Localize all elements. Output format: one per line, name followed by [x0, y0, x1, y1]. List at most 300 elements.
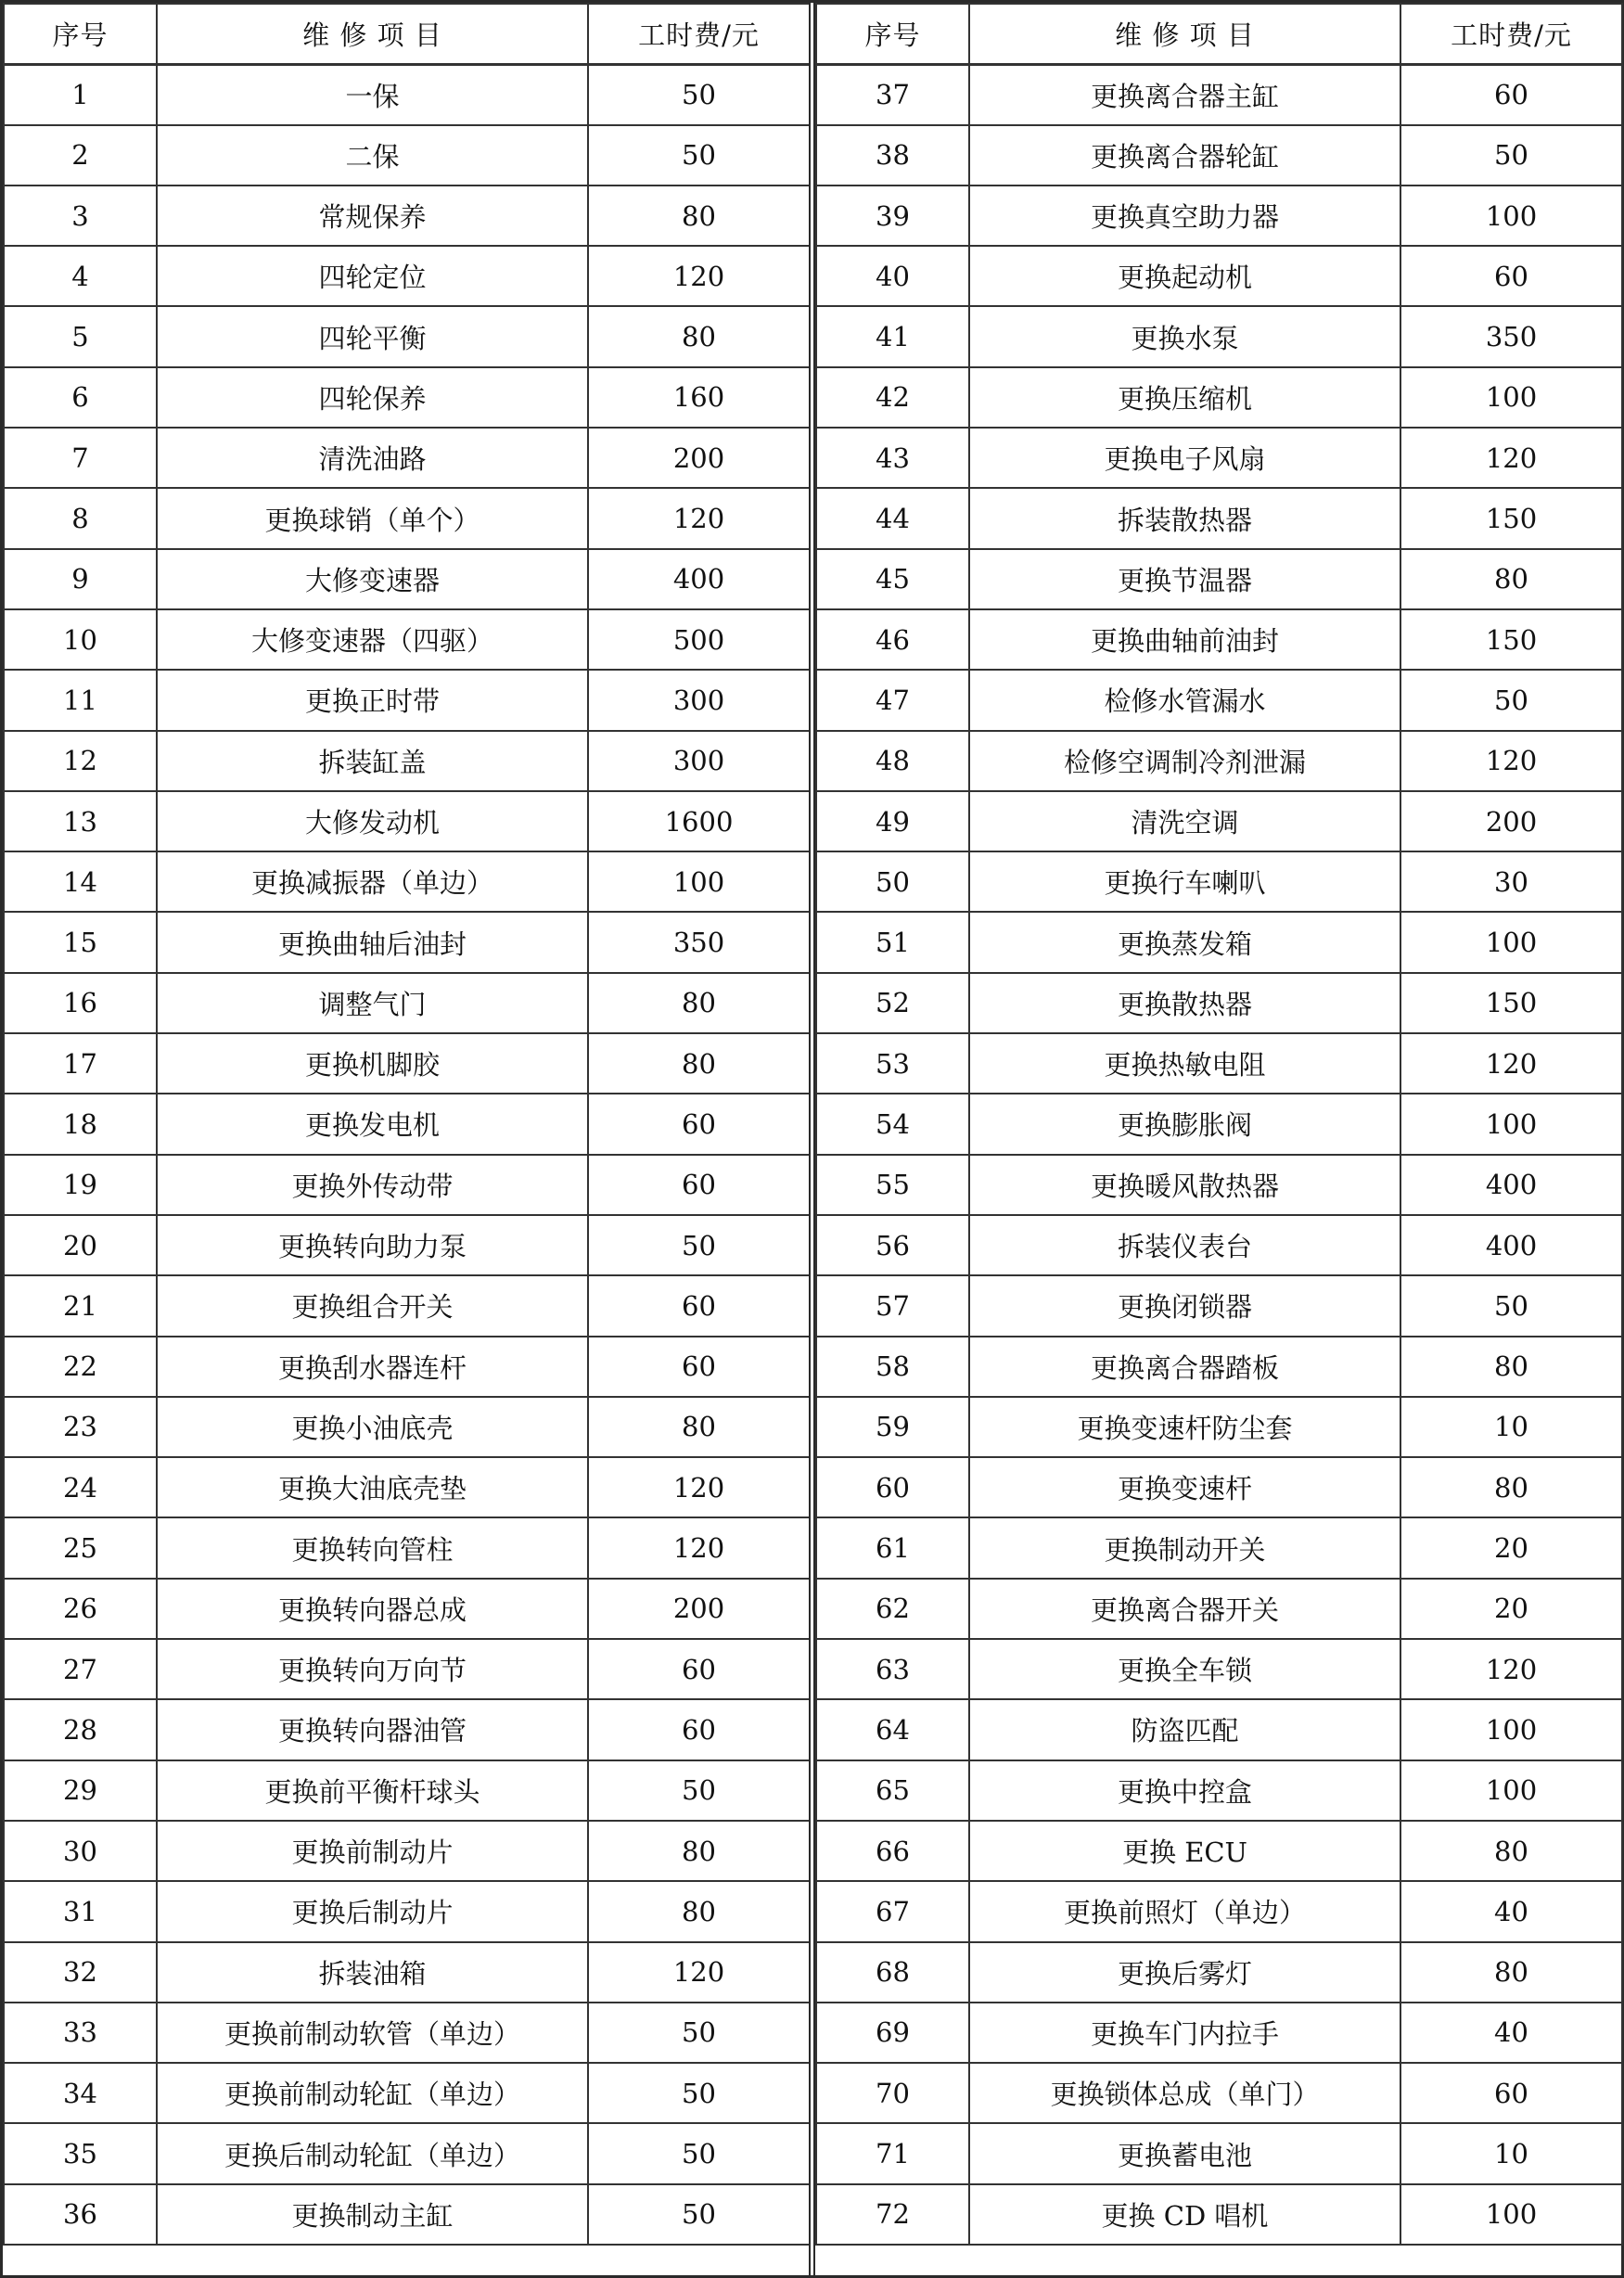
table-row — [4, 973, 810, 1033]
cell-seq: 38 — [816, 125, 969, 186]
cell-item: 更换球销（单个） — [157, 488, 588, 548]
cell-fee: 30 — [1400, 851, 1622, 912]
table-row — [4, 791, 810, 851]
cell-item: 调整气门 — [157, 973, 588, 1033]
cell-seq: 67 — [816, 1881, 969, 1941]
cell-fee: 120 — [588, 1517, 810, 1578]
cell-seq: 6 — [4, 367, 157, 428]
cell-seq: 58 — [816, 1337, 969, 1397]
cell-fee: 400 — [588, 549, 810, 609]
cell-fee: 80 — [588, 973, 810, 1033]
table-row — [816, 1942, 1622, 2003]
cell-seq: 23 — [4, 1397, 157, 1457]
cell-item: 更换蓄电池 — [969, 2123, 1400, 2183]
header-item: 维 修 项 目 — [157, 4, 588, 64]
table-row — [4, 2063, 810, 2123]
cell-fee: 150 — [1400, 609, 1622, 670]
cell-fee: 120 — [588, 246, 810, 306]
table-row — [816, 428, 1622, 488]
cell-seq: 71 — [816, 2123, 969, 2183]
table-row — [4, 1457, 810, 1517]
header-row — [4, 4, 810, 64]
cell-item: 更换膨胀阀 — [969, 1094, 1400, 1154]
cell-item: 更换前照灯（单边） — [969, 1881, 1400, 1941]
table-row — [4, 1397, 810, 1457]
cell-fee: 100 — [1400, 912, 1622, 972]
cell-item: 更换后雾灯 — [969, 1942, 1400, 2003]
cell-fee: 120 — [588, 1942, 810, 2003]
cell-fee: 120 — [588, 488, 810, 548]
cell-seq: 66 — [816, 1821, 969, 1881]
cell-fee: 150 — [1400, 973, 1622, 1033]
cell-seq: 32 — [4, 1942, 157, 2003]
cell-item: 更换曲轴后油封 — [157, 912, 588, 972]
cell-item: 检修空调制冷剂泄漏 — [969, 731, 1400, 791]
cell-seq: 14 — [4, 851, 157, 912]
cell-item: 更换大油底壳垫 — [157, 1457, 588, 1517]
header-fee: 工时费/元 — [588, 4, 810, 64]
cell-item: 拆装仪表台 — [969, 1215, 1400, 1275]
cell-item: 拆装缸盖 — [157, 731, 588, 791]
cell-item: 拆装油箱 — [157, 1942, 588, 2003]
cell-item: 更换离合器主缸 — [969, 64, 1400, 124]
table-row — [816, 1397, 1622, 1457]
cell-fee: 80 — [1400, 1821, 1622, 1881]
table-row — [816, 1579, 1622, 1639]
table-row — [816, 1639, 1622, 1699]
cell-seq: 43 — [816, 428, 969, 488]
cell-item: 更换全车锁 — [969, 1639, 1400, 1699]
cell-fee: 80 — [588, 306, 810, 366]
cell-item: 更换减振器（单边） — [157, 851, 588, 912]
cell-fee: 50 — [588, 2003, 810, 2063]
cell-fee: 80 — [588, 1821, 810, 1881]
cell-seq: 49 — [816, 791, 969, 851]
cell-fee: 10 — [1400, 2123, 1622, 2183]
cell-fee: 100 — [1400, 186, 1622, 246]
cell-seq: 29 — [4, 1760, 157, 1821]
cell-seq: 18 — [4, 1094, 157, 1154]
cell-fee: 80 — [1400, 1337, 1622, 1397]
header-row — [816, 4, 1622, 64]
cell-item: 更换机脚胶 — [157, 1033, 588, 1094]
table-row — [816, 549, 1622, 609]
cell-fee: 80 — [588, 1881, 810, 1941]
cell-seq: 2 — [4, 125, 157, 186]
cell-item: 二保 — [157, 125, 588, 186]
table-row — [816, 791, 1622, 851]
table-row — [4, 1275, 810, 1336]
cell-fee: 50 — [588, 2123, 810, 2183]
cell-fee: 60 — [588, 1337, 810, 1397]
table-row — [4, 1942, 810, 2003]
cell-item: 更换前制动片 — [157, 1821, 588, 1881]
cell-item: 更换水泵 — [969, 306, 1400, 366]
table-row — [4, 64, 810, 124]
cell-item: 一保 — [157, 64, 588, 124]
table-row — [4, 1337, 810, 1397]
cell-item: 更换组合开关 — [157, 1275, 588, 1336]
cell-seq: 11 — [4, 670, 157, 730]
table-row — [816, 1699, 1622, 1760]
cell-fee: 350 — [588, 912, 810, 972]
cell-seq: 56 — [816, 1215, 969, 1275]
cell-seq: 3 — [4, 186, 157, 246]
cell-seq: 33 — [4, 2003, 157, 2063]
cell-fee: 80 — [588, 186, 810, 246]
cell-item: 更换后制动片 — [157, 1881, 588, 1941]
cell-item: 更换正时带 — [157, 670, 588, 730]
table-row — [4, 306, 810, 366]
cell-seq: 40 — [816, 246, 969, 306]
cell-seq: 50 — [816, 851, 969, 912]
cell-seq: 24 — [4, 1457, 157, 1517]
cell-item: 大修变速器（四驱） — [157, 609, 588, 670]
cell-item: 更换转向助力泵 — [157, 1215, 588, 1275]
table-row — [816, 125, 1622, 186]
cell-fee: 60 — [1400, 64, 1622, 124]
cell-fee: 50 — [1400, 125, 1622, 186]
table-row — [816, 2123, 1622, 2183]
table-right-panel — [815, 3, 1621, 2246]
cell-seq: 34 — [4, 2063, 157, 2123]
cell-fee: 60 — [588, 1155, 810, 1215]
cell-seq: 31 — [4, 1881, 157, 1941]
cell-item: 大修发动机 — [157, 791, 588, 851]
cell-item: 四轮定位 — [157, 246, 588, 306]
table-row — [4, 851, 810, 912]
cell-fee: 60 — [588, 1275, 810, 1336]
cell-fee: 50 — [588, 2063, 810, 2123]
cell-item: 常规保养 — [157, 186, 588, 246]
table-row — [816, 186, 1622, 246]
cell-item: 更换小油底壳 — [157, 1397, 588, 1457]
cell-seq: 8 — [4, 488, 157, 548]
table-row — [4, 670, 810, 730]
table-row — [816, 912, 1622, 972]
cell-fee: 120 — [588, 1457, 810, 1517]
cell-seq: 21 — [4, 1275, 157, 1336]
cell-seq: 30 — [4, 1821, 157, 1881]
cell-fee: 100 — [1400, 367, 1622, 428]
cell-fee: 400 — [1400, 1155, 1622, 1215]
cell-fee: 50 — [588, 2184, 810, 2245]
header-seq: 序号 — [4, 4, 157, 64]
cell-seq: 28 — [4, 1699, 157, 1760]
cell-item: 更换暖风散热器 — [969, 1155, 1400, 1215]
table-row — [4, 1699, 810, 1760]
table-row — [816, 1155, 1622, 1215]
cell-fee: 100 — [1400, 1760, 1622, 1821]
cell-item: 更换外传动带 — [157, 1155, 588, 1215]
table-row — [816, 1094, 1622, 1154]
table-left-panel — [3, 3, 809, 2246]
table-row — [816, 1215, 1622, 1275]
cell-item: 更换离合器开关 — [969, 1579, 1400, 1639]
table-row — [4, 1760, 810, 1821]
table-row — [4, 609, 810, 670]
cell-seq: 41 — [816, 306, 969, 366]
cell-seq: 9 — [4, 549, 157, 609]
cell-seq: 35 — [4, 2123, 157, 2183]
table-row — [816, 1821, 1622, 1881]
table-row — [4, 428, 810, 488]
cell-seq: 27 — [4, 1639, 157, 1699]
cell-seq: 65 — [816, 1760, 969, 1821]
table-row — [816, 973, 1622, 1033]
cell-item: 更换前制动软管（单边） — [157, 2003, 588, 2063]
cell-seq: 64 — [816, 1699, 969, 1760]
table-row — [816, 731, 1622, 791]
cell-fee: 200 — [588, 1579, 810, 1639]
cell-fee: 50 — [1400, 670, 1622, 730]
cell-item: 更换刮水器连杆 — [157, 1337, 588, 1397]
cell-item: 更换前制动轮缸（单边） — [157, 2063, 588, 2123]
table-row — [816, 851, 1622, 912]
table-row — [816, 1033, 1622, 1094]
table-row — [816, 64, 1622, 124]
cell-item: 更换起动机 — [969, 246, 1400, 306]
table-row — [4, 2003, 810, 2063]
cell-seq: 13 — [4, 791, 157, 851]
header-seq: 序号 — [816, 4, 969, 64]
cell-fee: 80 — [588, 1033, 810, 1094]
cell-seq: 1 — [4, 64, 157, 124]
cell-seq: 20 — [4, 1215, 157, 1275]
table-row — [816, 1881, 1622, 1941]
cell-item: 更换压缩机 — [969, 367, 1400, 428]
cell-fee: 80 — [1400, 1457, 1622, 1517]
cell-seq: 72 — [816, 2184, 969, 2245]
cell-item: 大修变速器 — [157, 549, 588, 609]
cell-item: 更换行车喇叭 — [969, 851, 1400, 912]
table-row — [816, 2063, 1622, 2123]
cell-item: 拆装散热器 — [969, 488, 1400, 548]
table-row — [4, 912, 810, 972]
cell-seq: 63 — [816, 1639, 969, 1699]
table-row — [4, 2123, 810, 2183]
cell-item: 清洗空调 — [969, 791, 1400, 851]
cell-seq: 60 — [816, 1457, 969, 1517]
cell-seq: 26 — [4, 1579, 157, 1639]
cell-item: 更换闭锁器 — [969, 1275, 1400, 1336]
cell-fee: 120 — [1400, 1033, 1622, 1094]
cell-fee: 200 — [1400, 791, 1622, 851]
cell-fee: 400 — [1400, 1215, 1622, 1275]
cell-item: 更换变速杆 — [969, 1457, 1400, 1517]
header-fee: 工时费/元 — [1400, 4, 1622, 64]
cell-seq: 57 — [816, 1275, 969, 1336]
table-row — [816, 670, 1622, 730]
cell-item: 更换制动开关 — [969, 1517, 1400, 1578]
cell-fee: 60 — [588, 1094, 810, 1154]
cell-seq: 17 — [4, 1033, 157, 1094]
table-row — [4, 1094, 810, 1154]
cell-seq: 70 — [816, 2063, 969, 2123]
cell-item: 更换发电机 — [157, 1094, 588, 1154]
fee-table-left — [3, 3, 811, 2246]
cell-fee: 80 — [1400, 1942, 1622, 2003]
cell-item: 更换制动主缸 — [157, 2184, 588, 2245]
cell-item: 四轮平衡 — [157, 306, 588, 366]
cell-seq: 36 — [4, 2184, 157, 2245]
cell-fee: 60 — [588, 1699, 810, 1760]
table-row — [816, 488, 1622, 548]
table-row — [816, 609, 1622, 670]
cell-fee: 1600 — [588, 791, 810, 851]
table-row — [816, 1275, 1622, 1336]
cell-fee: 40 — [1400, 2003, 1622, 2063]
cell-item: 更换 CD 唱机 — [969, 2184, 1400, 2245]
table-row — [4, 1033, 810, 1094]
cell-fee: 40 — [1400, 1881, 1622, 1941]
cell-seq: 10 — [4, 609, 157, 670]
table-row — [4, 186, 810, 246]
table-row — [4, 367, 810, 428]
cell-item: 清洗油路 — [157, 428, 588, 488]
cell-seq: 45 — [816, 549, 969, 609]
cell-fee: 100 — [1400, 2184, 1622, 2245]
cell-item: 更换散热器 — [969, 973, 1400, 1033]
cell-item: 更换中控盒 — [969, 1760, 1400, 1821]
cell-item: 更换离合器轮缸 — [969, 125, 1400, 186]
cell-item: 四轮保养 — [157, 367, 588, 428]
table-row — [4, 1155, 810, 1215]
cell-item: 检修水管漏水 — [969, 670, 1400, 730]
cell-seq: 7 — [4, 428, 157, 488]
table-row — [816, 1337, 1622, 1397]
cell-fee: 150 — [1400, 488, 1622, 548]
cell-fee: 50 — [588, 125, 810, 186]
cell-item: 更换变速杆防尘套 — [969, 1397, 1400, 1457]
cell-item: 更换 ECU — [969, 1821, 1400, 1881]
cell-seq: 48 — [816, 731, 969, 791]
cell-seq: 61 — [816, 1517, 969, 1578]
cell-fee: 60 — [588, 1639, 810, 1699]
table-body-right — [816, 64, 1622, 2245]
table-row — [816, 246, 1622, 306]
column-divider — [809, 3, 815, 2275]
cell-fee: 120 — [1400, 428, 1622, 488]
cell-seq: 68 — [816, 1942, 969, 2003]
table-row — [4, 1821, 810, 1881]
fee-table-right — [815, 3, 1623, 2246]
cell-seq: 52 — [816, 973, 969, 1033]
cell-seq: 62 — [816, 1579, 969, 1639]
cell-fee: 80 — [588, 1397, 810, 1457]
table-row — [4, 246, 810, 306]
cell-item: 更换车门内拉手 — [969, 2003, 1400, 2063]
cell-fee: 60 — [1400, 246, 1622, 306]
cell-seq: 25 — [4, 1517, 157, 1578]
cell-fee: 120 — [1400, 731, 1622, 791]
table-row — [816, 1517, 1622, 1578]
cell-seq: 53 — [816, 1033, 969, 1094]
table-row — [4, 125, 810, 186]
table-row — [4, 1881, 810, 1941]
cell-fee: 120 — [1400, 1639, 1622, 1699]
table-row — [4, 731, 810, 791]
cell-fee: 20 — [1400, 1579, 1622, 1639]
cell-seq: 44 — [816, 488, 969, 548]
cell-item: 更换节温器 — [969, 549, 1400, 609]
table-row — [816, 367, 1622, 428]
cell-fee: 100 — [1400, 1699, 1622, 1760]
table-row — [4, 488, 810, 548]
cell-item: 更换转向器总成 — [157, 1579, 588, 1639]
cell-fee: 200 — [588, 428, 810, 488]
cell-item: 更换后制动轮缸（单边） — [157, 2123, 588, 2183]
cell-fee: 300 — [588, 731, 810, 791]
table-row — [4, 2184, 810, 2245]
cell-fee: 20 — [1400, 1517, 1622, 1578]
cell-seq: 59 — [816, 1397, 969, 1457]
table-row — [4, 1639, 810, 1699]
header-item: 维 修 项 目 — [969, 4, 1400, 64]
cell-fee: 100 — [1400, 1094, 1622, 1154]
cell-item: 更换热敏电阻 — [969, 1033, 1400, 1094]
cell-seq: 69 — [816, 2003, 969, 2063]
table-row — [816, 306, 1622, 366]
cell-seq: 22 — [4, 1337, 157, 1397]
cell-item: 更换蒸发箱 — [969, 912, 1400, 972]
cell-item: 更换转向器油管 — [157, 1699, 588, 1760]
cell-seq: 5 — [4, 306, 157, 366]
cell-fee: 500 — [588, 609, 810, 670]
table-row — [816, 1457, 1622, 1517]
table-row — [4, 1215, 810, 1275]
table-row — [816, 1760, 1622, 1821]
cell-seq: 15 — [4, 912, 157, 972]
cell-fee: 60 — [1400, 2063, 1622, 2123]
cell-item: 更换电子风扇 — [969, 428, 1400, 488]
cell-item: 更换离合器踏板 — [969, 1337, 1400, 1397]
cell-fee: 300 — [588, 670, 810, 730]
cell-seq: 37 — [816, 64, 969, 124]
cell-item: 更换锁体总成（单门） — [969, 2063, 1400, 2123]
table-row — [4, 1517, 810, 1578]
cell-fee: 10 — [1400, 1397, 1622, 1457]
cell-seq: 51 — [816, 912, 969, 972]
cell-fee: 50 — [588, 1215, 810, 1275]
table-row — [816, 2003, 1622, 2063]
cell-seq: 46 — [816, 609, 969, 670]
table-row — [4, 1579, 810, 1639]
table-row — [816, 2184, 1622, 2245]
cell-fee: 350 — [1400, 306, 1622, 366]
cell-fee: 100 — [588, 851, 810, 912]
cell-seq: 19 — [4, 1155, 157, 1215]
cell-item: 更换真空助力器 — [969, 186, 1400, 246]
cell-seq: 47 — [816, 670, 969, 730]
cell-fee: 50 — [588, 1760, 810, 1821]
cell-seq: 42 — [816, 367, 969, 428]
cell-item: 防盗匹配 — [969, 1699, 1400, 1760]
cell-item: 更换转向管柱 — [157, 1517, 588, 1578]
cell-seq: 16 — [4, 973, 157, 1033]
table-body-left — [4, 64, 810, 2245]
cell-item: 更换曲轴前油封 — [969, 609, 1400, 670]
cell-item: 更换前平衡杆球头 — [157, 1760, 588, 1821]
cell-seq: 12 — [4, 731, 157, 791]
cell-fee: 50 — [588, 64, 810, 124]
cell-seq: 4 — [4, 246, 157, 306]
cell-fee: 50 — [1400, 1275, 1622, 1336]
cell-seq: 39 — [816, 186, 969, 246]
cell-seq: 55 — [816, 1155, 969, 1215]
cell-fee: 160 — [588, 367, 810, 428]
cell-seq: 54 — [816, 1094, 969, 1154]
